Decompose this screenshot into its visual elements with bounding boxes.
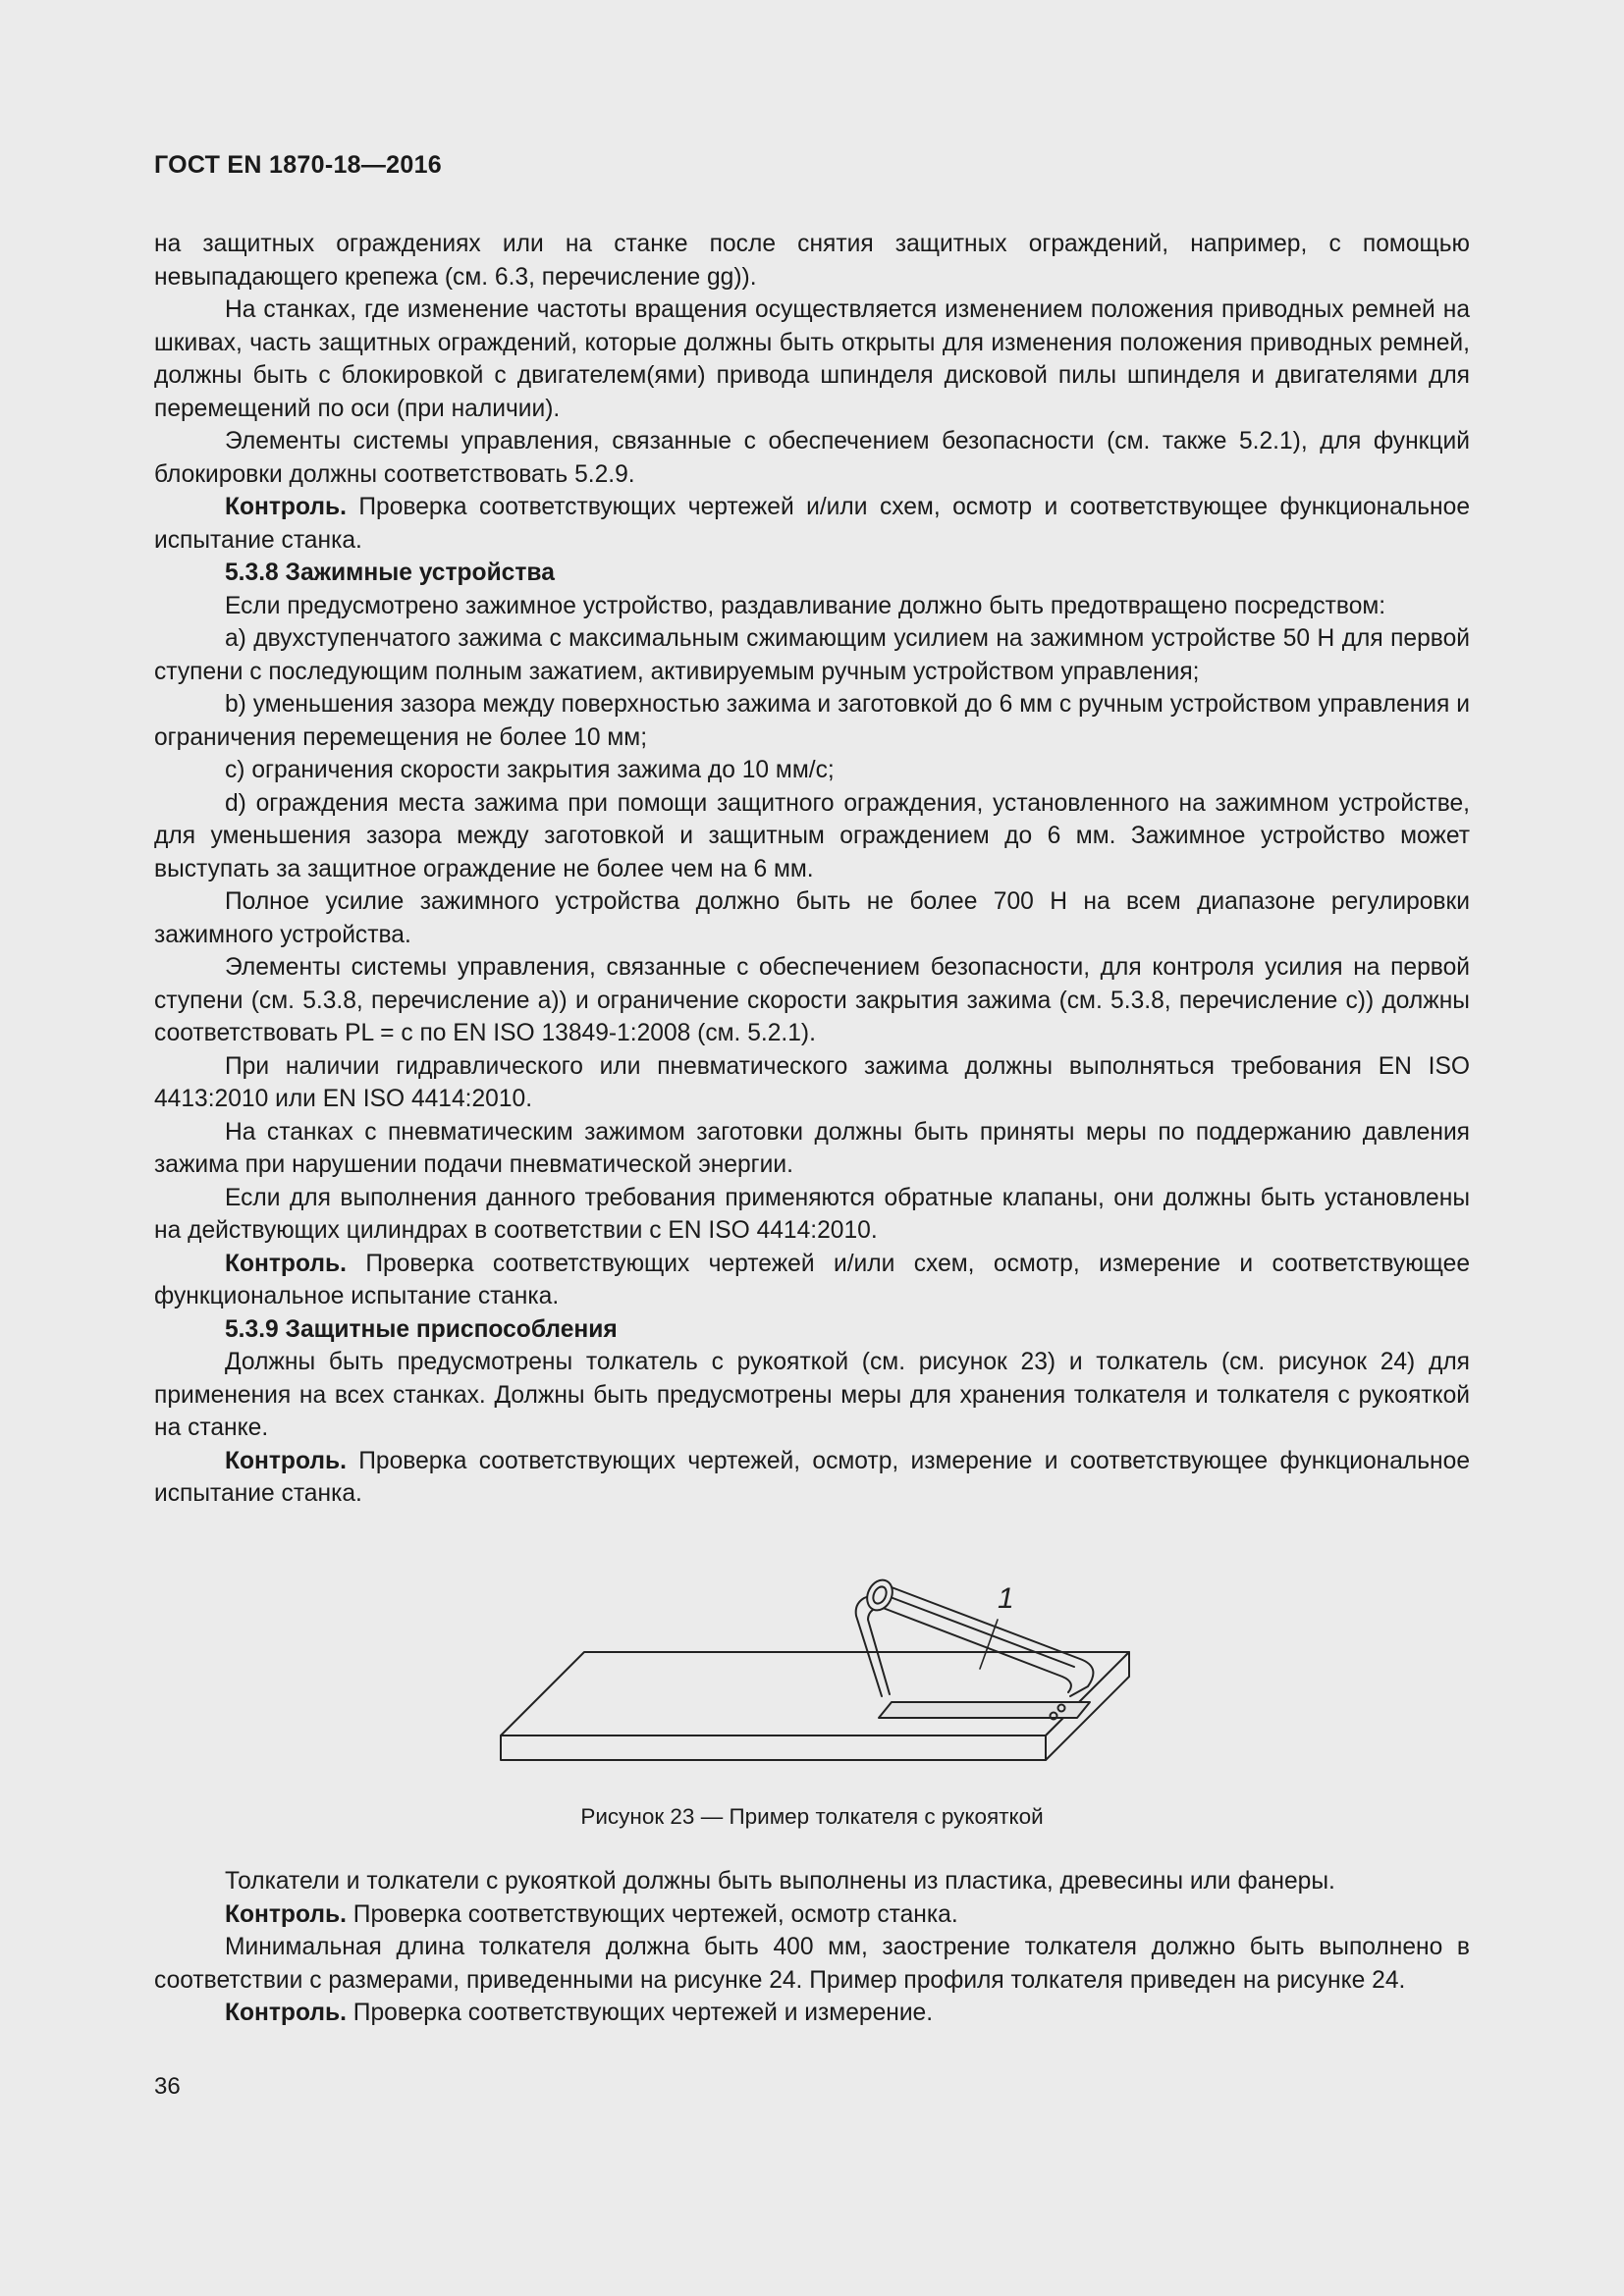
figure-caption: Рисунок 23 — Пример толкателя с рукояткой: [580, 1804, 1044, 1829]
control-text: Проверка соответствующих чертежей и измерение.: [346, 2000, 934, 2026]
control-label: Контроль.: [225, 1250, 347, 1277]
paragraph: На станках, где изменение частоты вращения осуществляется изменением положения приводных ремней на шкивах, часть защитных ограждений, которые должны быть открыты для изменения положения приводных ремней, должны быть с блокировкой с двигателем(ями) привода шпинделя дисковой пилы шпинделя и двигателями для перемещений по оси (при наличии).: [154, 296, 1470, 422]
paragraph: Элементы системы управления, связанные с обеспечением безопасности (см. также 5.2.1), для функций блокировки должны соответствовать 5.2.9.: [154, 428, 1470, 488]
control-paragraph: [154, 1445, 1470, 1511]
section-heading-5-3-9: 5.3.9 Защитные приспособления: [225, 1315, 618, 1343]
control-paragraph: [154, 491, 1470, 557]
control-paragraph: [154, 1997, 1470, 2030]
control-paragraph: [154, 1248, 1470, 1313]
control-paragraph: [154, 1898, 1470, 1932]
main-text-continued: [154, 1865, 1470, 2030]
control-text: Проверка соответствующих чертежей, осмотр, измерение и соответствующее функциональное испытание станка.: [154, 1447, 1470, 1507]
control-label: Контроль.: [225, 494, 347, 520]
control-text: Проверка соответствующих чертежей, осмотр станка.: [346, 1900, 958, 1928]
document-header: ГОСТ EN 1870-18—2016: [154, 151, 442, 179]
paragraph: При наличии гидравлического или пневматического зажима должны выполняться требования EN ISO 4413:2010 или EN ISO 4414:2010.: [154, 1052, 1470, 1112]
paragraph: Элементы системы управления, связанные с обеспечением безопасности, для контроля усилия на первой ступени (см. 5.3.8, перечисление a)) и ограничение скорости закрытия зажима (см. 5.3.8, перечисление c)) должны соответствовать PL = c по EN ISO 13849-1:2008 (см. 5.2.1).: [154, 954, 1470, 1046]
board-top: [501, 1652, 1129, 1735]
paragraph: Должны быть предусмотрены толкатель с рукояткой (см. рисунок 23) и толкатель (см. рисунок 24) для применения на всех станках. Должны быть предусмотрены меры для хранения толкателя и толкателя с рукояткой на станке.: [154, 1349, 1470, 1441]
list-item-a: a) двухступенчатого зажима с максимальным сжимающим усилием на зажимном устройстве 50 Н для первой ступени с последующим полным зажатием, активируемым ручным устройством управления;: [154, 625, 1470, 685]
callout-label: 1: [998, 1582, 1014, 1615]
list-item-d: d) ограждения места зажима при помощи защитного ограждения, установленного на зажимном устройстве, для уменьшения зазора между заготовкой и защитным ограждением до 6 мм. Зажимное устройство может выступать за защитное ограждение не более чем на 6 мм.: [154, 789, 1470, 882]
paragraph: Если предусмотрено зажимное устройство, раздавливание должно быть предотвращено посредством:: [225, 592, 1386, 619]
paragraph: На станках с пневматическим зажимом заготовки должны быть приняты меры по поддержанию давления зажима при нарушении подачи пневматической энергии.: [154, 1118, 1470, 1178]
paragraph: Минимальная длина толкателя должна быть 400 мм, заострение толкателя должно быть выполнено в соответствии с размерами, приведенными на рисунке 24. Пример профиля толкателя приведен на рисунке 24.: [154, 1934, 1470, 1994]
paragraph: Если для выполнения данного требования применяются обратные клапаны, они должны быть установлены на действующих цилиндрах в соответствии с EN ISO 4414:2010.: [154, 1184, 1470, 1244]
paragraph: Полное усилие зажимного устройства должно быть не более 700 Н на всем диапазоне регулировки зажимного устройства.: [154, 888, 1470, 948]
control-text: Проверка соответствующих чертежей и/или схем, осмотр и соответствующее функциональное испытание станка.: [154, 494, 1470, 554]
paragraph: Толкатели и толкатели с рукояткой должны быть выполнены из пластика, древесины или фанеры.: [225, 1868, 1335, 1895]
push-block-drawing: [491, 1539, 1139, 1775]
board-front: [501, 1735, 1046, 1760]
main-text: [154, 228, 1470, 1511]
control-text: Проверка соответствующих чертежей и/или схем, осмотр, измерение и соответствующее функциональное испытание станка.: [154, 1250, 1470, 1309]
paragraph: на защитных ограждениях или на станке после снятия защитных ограждений, например, с помощью невыпадающего крепежа (см. 6.3, перечисление gg)).: [154, 231, 1470, 291]
section-heading-5-3-8: 5.3.8 Зажимные устройства: [225, 560, 555, 586]
list-item-c: c) ограничения скорости закрытия зажима до 10 мм/с;: [225, 757, 835, 783]
control-label: Контроль.: [225, 2000, 347, 2026]
list-item-b: b) уменьшения зазора между поверхностью зажима и заготовкой до 6 мм с ручным устройством управления и ограничения перемещения не более 10 мм;: [154, 691, 1470, 751]
page-number: 36: [154, 2073, 181, 2100]
control-label: Контроль.: [225, 1447, 347, 1474]
handle-knob: [862, 1575, 896, 1614]
push-block-figure: [491, 1539, 1139, 1775]
control-label: Контроль.: [225, 1900, 347, 1928]
